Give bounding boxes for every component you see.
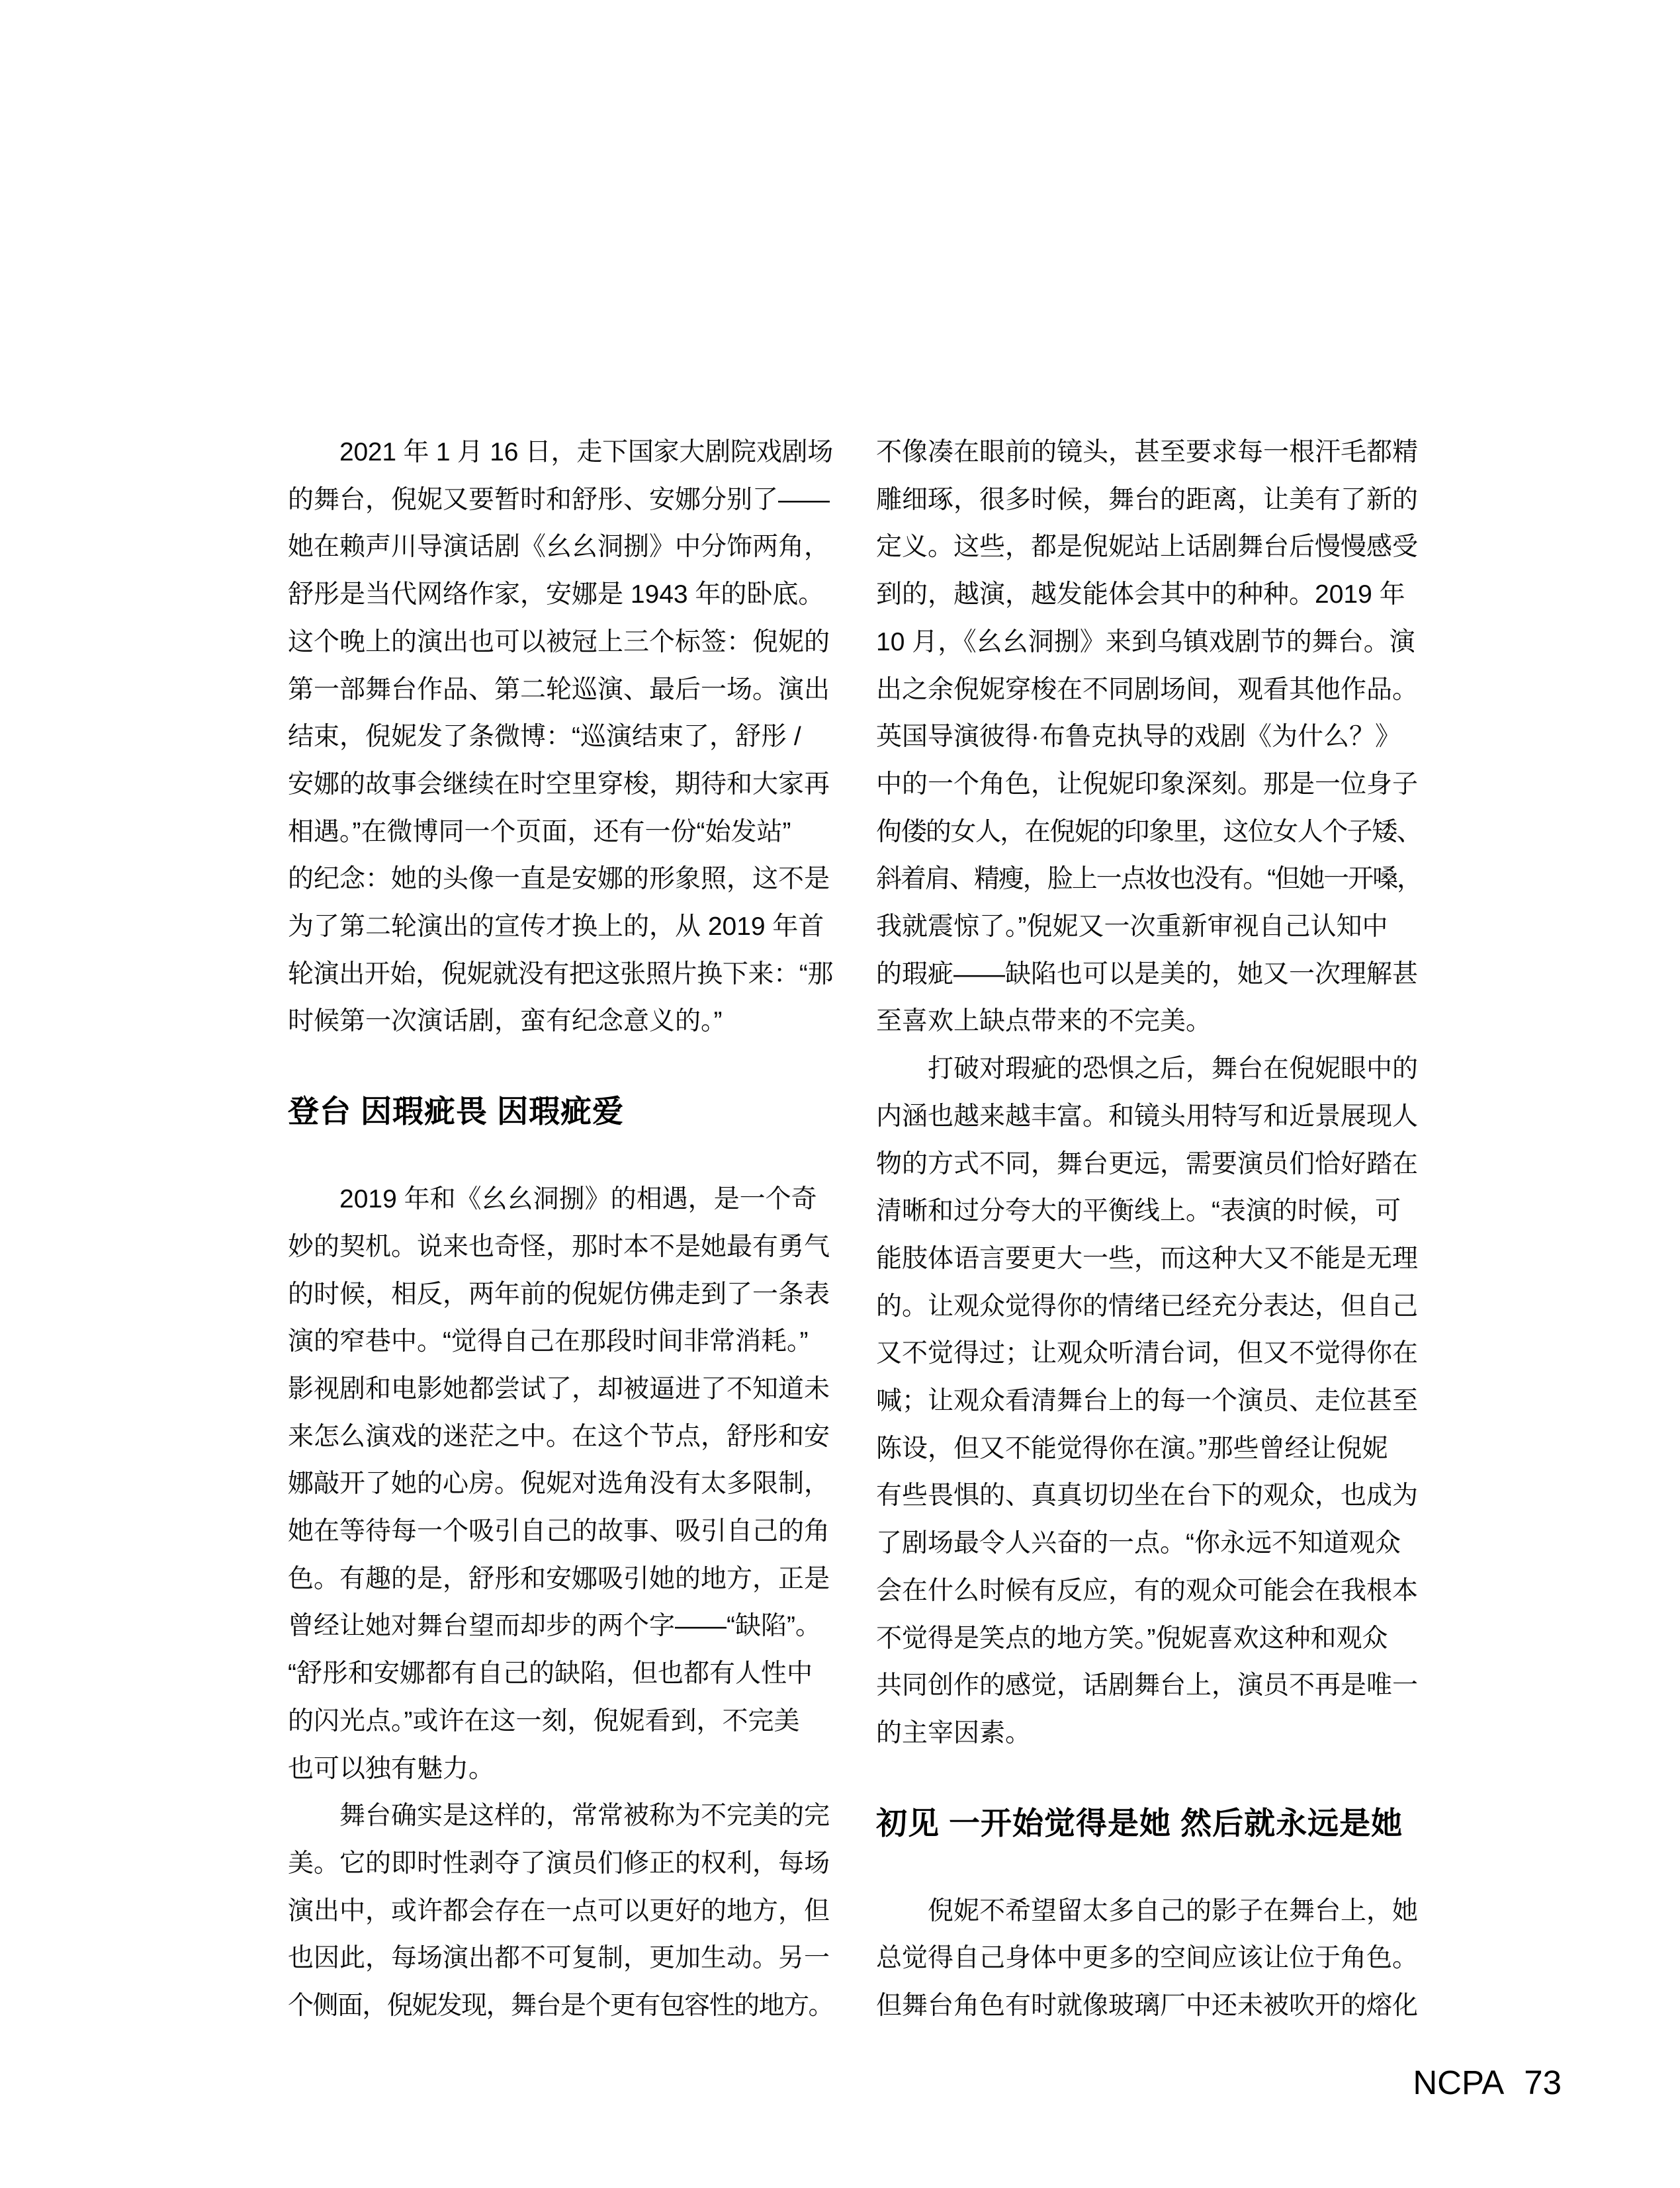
text-line: 出之余倪妮穿梭在不同剧场间，观看其他作品。: [876, 675, 1419, 704]
text-line: 雕细琢，很多时候，舞台的距离，让美有了新的: [876, 485, 1419, 514]
right-column: [876, 429, 1421, 2030]
text-line: 清晰和过分夸大的平衡线上。“表演的时候，可: [876, 1197, 1401, 1226]
text-line: 能肢体语言要更大一些，而这种大又不能是无理: [876, 1244, 1419, 1273]
text-line: 定义。这些，都是倪妮站上话剧舞台后慢慢感受: [876, 533, 1419, 562]
text-line: 的纪念：她的头像一直是安娜的形象照，这不是: [288, 865, 830, 894]
paragraph: [876, 1888, 1421, 2030]
text-line: 色。有趣的是，舒彤和安娜吸引她的地方，正是: [288, 1564, 830, 1593]
section-heading: 初见 一开始觉得是她 然后就永远是她: [876, 1805, 1403, 1841]
text-line: 但舞台角色有时就像玻璃厂中还未被吹开的熔化: [876, 1991, 1419, 2021]
text-line: 这个晚上的演出也可以被冠上三个标签：倪妮的: [288, 627, 830, 656]
text-line: 也可以独有魅力。: [288, 1754, 495, 1783]
text-line: 她在赖声川导演话剧《幺幺洞捌》中分饰两角，: [288, 533, 830, 562]
text-line: 舒彤是当代网络作家，安娜是 1943 年的卧底。: [288, 580, 824, 609]
text-line: 结束，倪妮发了条微博：“巡演结束了，舒彤 /: [288, 722, 801, 752]
text-line: 至喜欢上缺点带来的不完美。: [876, 1007, 1212, 1036]
text-line: 又不觉得过；让观众听清台词，但又不觉得你在: [876, 1339, 1419, 1368]
text-line: 影视剧和电影她都尝试了，却被逼进了不知道未: [288, 1374, 830, 1403]
text-line: 中的一个角色，让倪妮印象深刻。那是一位身子: [876, 769, 1419, 799]
text-line: 轮演出开始，倪妮就没有把这张照片换下来：“那: [288, 959, 833, 988]
text-line: 不像凑在眼前的镜头，甚至要求每一根汗毛都精: [876, 438, 1419, 466]
text-line: 打破对瑕疵的恐惧之后，舞台在倪妮眼中的: [928, 1055, 1419, 1084]
paragraph: [876, 1045, 1421, 1757]
section-heading: 登台 因瑕疵畏 因瑕疵爱: [288, 1094, 625, 1129]
text-line: 妙的契机。说来也奇怪，那时本不是她最有勇气: [288, 1232, 830, 1261]
footer-brand: NCPA: [1413, 2064, 1505, 2101]
text-line: 的闪光点。”或许在这一刻，倪妮看到，不完美: [288, 1706, 800, 1735]
text-line: 的。让观众觉得你的情绪已经充分表达，但自己: [876, 1291, 1419, 1321]
text-line: 内涵也越来越丰富。和镜头用特写和近景展现人: [876, 1102, 1419, 1131]
text-line: 也因此，每场演出都不可复制，更加生动。另一: [288, 1944, 830, 1973]
text-line: “舒彤和安娜都有自己的缺陷，但也都有人性中: [288, 1659, 813, 1688]
text-line: 佝偻的女人，在倪妮的印象里，这位女人个子矮、: [876, 817, 1422, 846]
text-line: 相遇。”在微博同一个页面，还有一份“始发站”: [288, 817, 791, 846]
text-line: 的舞台，倪妮又要暂时和舒彤、安娜分别了——: [288, 485, 830, 514]
text-line: 为了第二轮演出的宣传才换上的，从 2019 年首: [288, 912, 824, 941]
text-line: 不觉得是笑点的地方笑。”倪妮喜欢这种和观众: [876, 1624, 1388, 1653]
page-footer: [1413, 2063, 1562, 2102]
text-line: 10 月，《幺幺洞捌》来到乌镇戏剧节的舞台。演: [876, 627, 1415, 656]
text-line: 陈设，但又不能觉得你在演。”那些曾经让倪妮: [876, 1434, 1388, 1463]
text-line: 她在等待每一个吸引自己的故事、吸引自己的角: [288, 1517, 830, 1546]
paragraph: [876, 429, 1421, 1045]
text-line: 演出中，或许都会存在一点可以更好的地方，但: [288, 1896, 830, 1925]
text-line: 的瑕疵——缺陷也可以是美的，她又一次理解甚: [876, 959, 1419, 988]
text-line: 舞台确实是这样的，常常被称为不完美的完: [339, 1802, 830, 1831]
text-line: 英国导演彼得·布鲁克执导的戏剧《为什么？》: [876, 722, 1401, 752]
paragraph: [288, 1792, 833, 2030]
text-line: 倪妮不希望留太多自己的影子在舞台上，她: [928, 1896, 1419, 1925]
text-line: 喊；让观众看清舞台上的每一个演员、走位甚至: [876, 1387, 1419, 1416]
paragraph: [288, 1176, 833, 1792]
text-line: 斜着肩、精瘦，脸上一点妆也没有。“但她一开嗓，: [876, 865, 1421, 894]
text-line: 共同创作的感觉，话剧舞台上，演员不再是唯一: [876, 1671, 1419, 1700]
text-line: 安娜的故事会继续在时空里穿梭，期待和大家再: [288, 769, 830, 799]
text-line: 2021 年 1 月 16 日，走下国家大剧院戏剧场: [339, 438, 834, 466]
text-line: 时候第一次演话剧，蛮有纪念意义的。”: [288, 1007, 723, 1036]
text-line: 曾经让她对舞台望而却步的两个字——“缺陷”。: [288, 1612, 821, 1641]
text-line: 总觉得自己身体中更多的空间应该让位于角色。: [876, 1944, 1419, 1973]
text-line: 了剧场最令人兴奋的一点。“你永远不知道观众: [876, 1529, 1401, 1558]
text-line: 来怎么演戏的迷茫之中。在这个节点，舒彤和安: [288, 1422, 830, 1451]
text-line: 物的方式不同，舞台更远，需要演员们恰好踏在: [876, 1149, 1419, 1178]
text-line: 有些畏惧的、真真切切坐在台下的观众，也成为: [876, 1481, 1419, 1510]
page-number: 73: [1524, 2064, 1562, 2101]
text-line: 美。它的即时性剥夺了演员们修正的权利，每场: [288, 1849, 830, 1878]
text-line: 的主宰因素。: [876, 1718, 1032, 1747]
text-line: 我就震惊了。”倪妮又一次重新审视自己认知中: [876, 912, 1388, 941]
text-line: 到的，越演，越发能体会其中的种种。2019 年: [876, 580, 1405, 609]
text-line: 娜敲开了她的心房。倪妮对选角没有太多限制，: [288, 1469, 830, 1499]
text-line: 会在什么时候有反应，有的观众可能会在我根本: [876, 1576, 1419, 1605]
left-column: [288, 429, 833, 2030]
paragraph: [288, 429, 833, 1045]
text-line: 2019 年和《幺幺洞捌》的相遇，是一个奇: [339, 1185, 817, 1214]
text-line: 个侧面，倪妮发现，舞台是个更有包容性的地方。: [288, 1991, 834, 2021]
text-line: 演的窄巷中。“觉得自己在那段时间非常消耗。”: [288, 1327, 809, 1356]
text-line: 的时候，相反，两年前的倪妮仿佛走到了一条表: [288, 1280, 830, 1309]
text-line: 第一部舞台作品、第二轮巡演、最后一场。演出: [288, 675, 830, 704]
